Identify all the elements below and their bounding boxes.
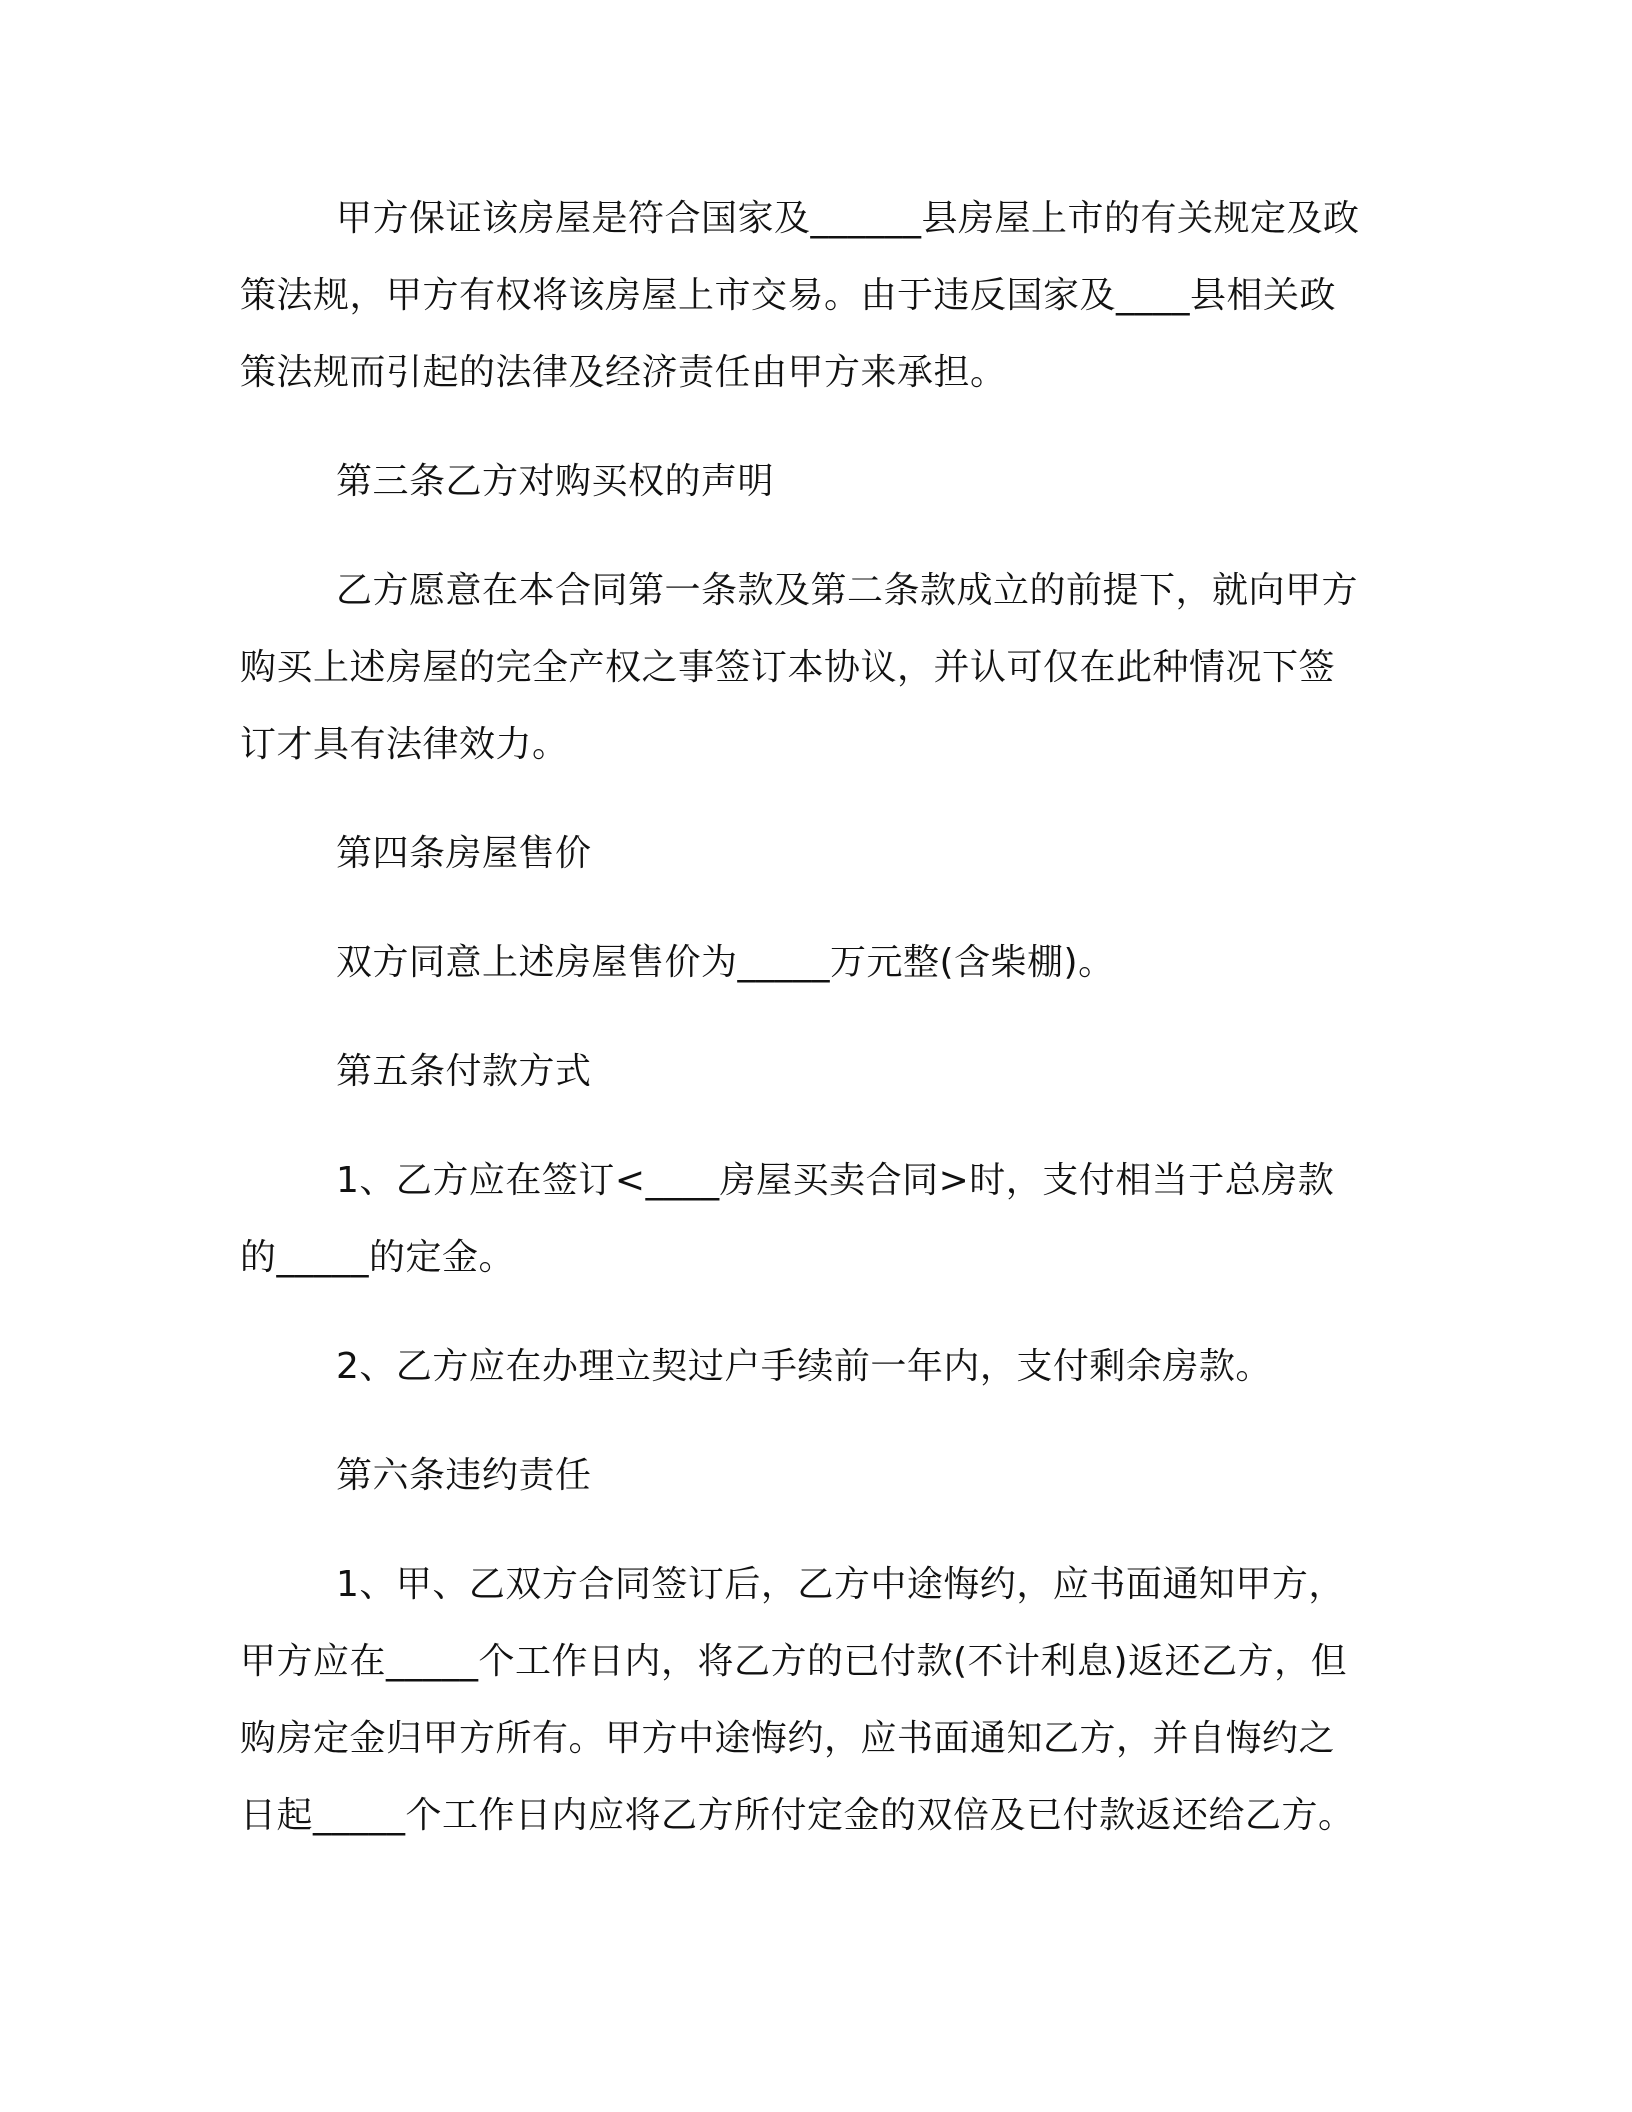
paragraph-payment-1: 1、乙方应在签订<____房屋买卖合同>时，支付相当于总房款的_____的定金。 [240, 1160, 1335, 1278]
heading-article-6: 第六条违约责任 [336, 1455, 592, 1496]
paragraph-gap [240, 411, 1370, 443]
paragraph-gap [240, 1001, 1370, 1033]
paragraph-breach-1: 1、甲、乙双方合同签订后，乙方中途悔约，应书面通知甲方，甲方应在_____个工作日内，将乙方的已付款(不计利息)返还乙方，但购房定金归甲方所有。甲方中途悔约，应书面通知乙方，并自悔约之日起_____个工作日内应将乙方所付定金的双倍及已付款返还给乙方。 [240, 1564, 1355, 1836]
paragraph-purchase-right: 乙方愿意在本合同第一条款及第二条款成立的前提下，就向甲方购买上述房屋的完全产权之事签订本协议，并认可仅在此种情况下签订才具有法律效力。 [240, 570, 1359, 765]
paragraph-price: 双方同意上述房屋售价为_____万元整(含柴棚)。 [336, 942, 1115, 983]
paragraph-gap [240, 1405, 1370, 1437]
paragraph-gap [240, 1296, 1370, 1328]
paragraph-seller-guarantee: 甲方保证该房屋是符合国家及______县房屋上市的有关规定及政策法规，甲方有权将该房屋上市交易。由于违反国家及____县相关政策法规而引起的法律及经济责任由甲方来承担。 [240, 198, 1360, 393]
heading-article-4: 第四条房屋售价 [336, 833, 592, 874]
paragraph-gap [240, 1110, 1370, 1142]
paragraph-gap [240, 1514, 1370, 1546]
document-page [240, 180, 1370, 1854]
paragraph-gap [240, 892, 1370, 924]
paragraph-gap [240, 520, 1370, 552]
heading-article-5: 第五条付款方式 [336, 1051, 592, 1092]
paragraph-gap [240, 783, 1370, 815]
paragraph-payment-2: 2、乙方应在办理立契过户手续前一年内，支付剩余房款。 [336, 1346, 1272, 1387]
heading-article-3: 第三条乙方对购买权的声明 [336, 461, 775, 502]
